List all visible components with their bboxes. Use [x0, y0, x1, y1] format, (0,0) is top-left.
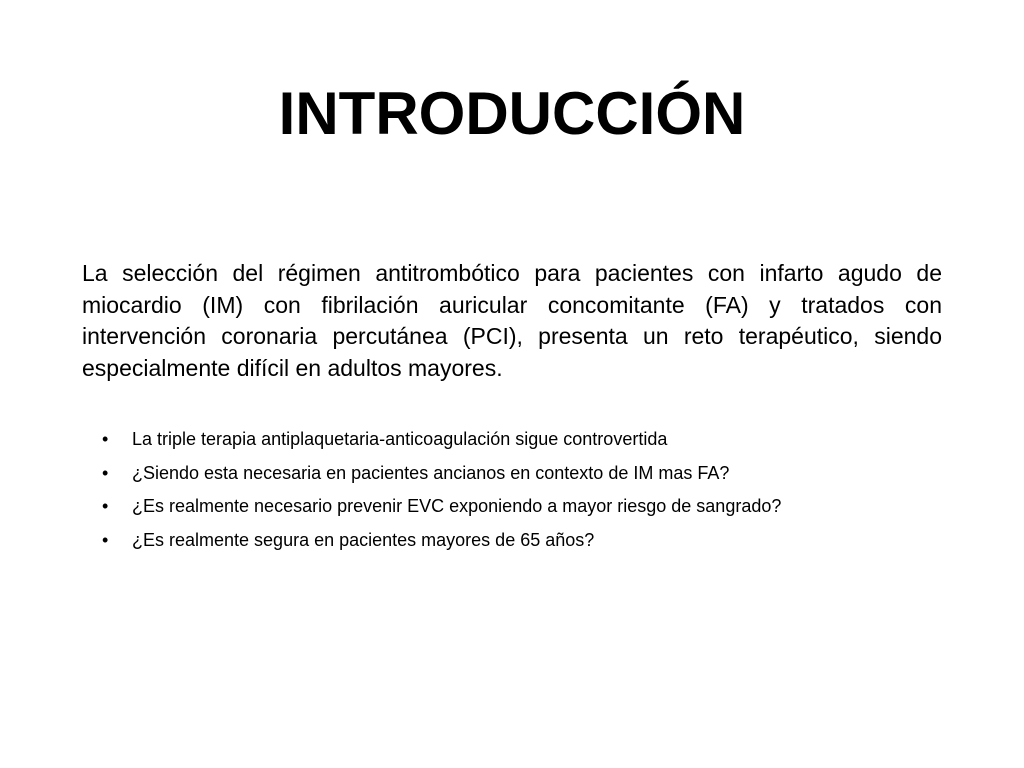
list-item — [100, 494, 980, 518]
bullet-text: ¿Es realmente necesario prevenir EVC exponiendo a mayor riesgo de sangrado? — [132, 496, 782, 516]
bullet-text: ¿Siendo esta necesaria en pacientes ancianos en contexto de IM mas FA? — [132, 462, 730, 483]
list-item — [100, 461, 980, 485]
bullet-icon: • — [102, 496, 109, 516]
list-item — [100, 427, 980, 451]
bullet-icon: • — [102, 429, 109, 449]
bullet-icon: • — [102, 529, 109, 550]
bullet-text: ¿Es realmente segura en pacientes mayores de 65 años? — [132, 529, 595, 550]
list-item — [100, 528, 980, 552]
intro-paragraph: La selección del régimen antitrombótico para pacientes con infarto agudo de miocardio (IM) con fibrilación auricular concomitante (FA) y tratados con intervención coronaria percutánea (PCI), presenta un reto terapéutico, siendo especialmente difícil en adultos mayores. — [82, 260, 942, 381]
bullet-icon: • — [102, 462, 109, 483]
bullet-text: La triple terapia antiplaquetaria-anticoagulación sigue controvertida — [132, 429, 668, 449]
slide-title: INTRODUCCIÓN — [278, 80, 746, 147]
bullet-list — [100, 427, 980, 561]
